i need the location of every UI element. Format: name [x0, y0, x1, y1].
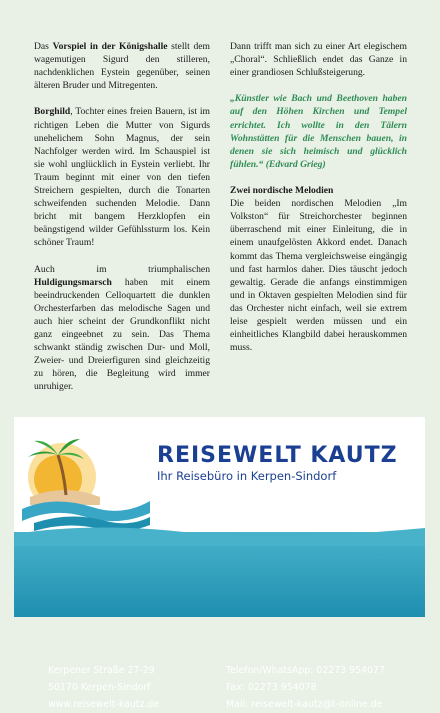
- term-vorspiel: Vorspiel in der Königshalle: [52, 41, 168, 52]
- wave-decoration-icon: [14, 522, 425, 546]
- left-column: [34, 40, 210, 407]
- advertisement: [14, 417, 425, 710]
- island-logo-icon: [14, 417, 154, 535]
- grieg-quote: „Künstler wie Bach und Beethoven haben auf den Höhen Kirchen und Tempel errichtet. Ich wollte in den Tälern Wohnstätten für die Menschen bauen, in denen sie sich heimisch und glücklich fühlen.“ (Edvard Grieg): [230, 93, 407, 170]
- brand-subtitle: Ihr Reisebüro in Kerpen-Sindorf: [157, 469, 337, 483]
- term-borghild: Borghild: [34, 106, 71, 118]
- term-huldigungsmarsch: Huldigungsmarsch: [34, 276, 112, 288]
- paragraph-borghild: Borghild, Tochter eines freien Bauern, ist im richtigen Leben die Mutter von Sigurds unehelichem Sohn Magnus, der sein Nachfolger werden wird. Im Schauspiel ist sie wohl unglücklich in Eystein verliebt. Ihr Traum beginnt mit einer von den tiefen Streichern gespielten, durch die Tonarten schweifenden suchenden Melodie. Dann bricht mit bangem Herzklopfen ein beängstigend wilder Gefühlssturm los. Kein schöner Traum!: [34, 106, 210, 249]
- right-column: [230, 40, 407, 367]
- address-block: [48, 662, 159, 713]
- address-city: 50170 Kerpen-Sindorf: [48, 682, 151, 693]
- fax-number: Fax: 02273 954078: [226, 682, 317, 693]
- contact-block: [226, 662, 385, 713]
- paragraph-choral: Dann trifft man sich zu einer Art elegischem „Choral“. Schließlich endet das Ganze in einer grandiosen Schlußsteigerung.: [230, 41, 407, 79]
- contact-band: [14, 532, 425, 710]
- paragraph-melodien: Die beiden nordischen Melodien „Im Volkston“ für Streichorchester beginnen überraschend mit einer Einleitung, die in einem unaufgelösten Akkord endet. Danach kommt das Thema vergleichsweise eingängig und fast harmlos daher. Dies täuscht jedoch gewaltig. Gerade die anfangs einstimmigen und in Oktaven gespielten Melodien sind für das Orchester nicht einfach, weil sie extrem leise gespielt werden müssen und ein einheitliches Klangbild dabei herauskommen muss.: [230, 198, 407, 354]
- email-link[interactable]: Mail: reisewelt-kautz@t-online.de: [226, 699, 383, 710]
- brand-title: REISEWELT KAUTZ: [157, 443, 398, 468]
- address-street: Kerpener Straße 27-29: [48, 665, 155, 676]
- phone-number[interactable]: Telefon/WhatsApp: 02273 954077: [226, 665, 385, 676]
- section-heading: Zwei nordische Melodien: [230, 185, 334, 197]
- paragraph-vorspiel: Das Vorspiel in der Königshalle stellt dem wagemutigen Sigurd den stilleren, nachdenklichen Eystein gegenüber, seinen älteren Bruder und Mitregenten.: [34, 41, 210, 92]
- website-link[interactable]: www.reisewelt-kautz.de: [48, 699, 160, 710]
- paragraph-huldigungsmarsch: Auch im triumphalischen Huldigungsmarsch haben mit einem beeindruckenden Celloquartett die dunklen Orchesterfarben das melodische Sagen und auch hier scheint der Grundkonflikt nicht ganz eingeebnet zu sein. Das Thema schwankt ständig zwischen Dur- und Moll, Zweier- und Dreierfiguren sind gleichzeitig zu hören, die Begleitung wird immer unruhiger.: [34, 263, 210, 393]
